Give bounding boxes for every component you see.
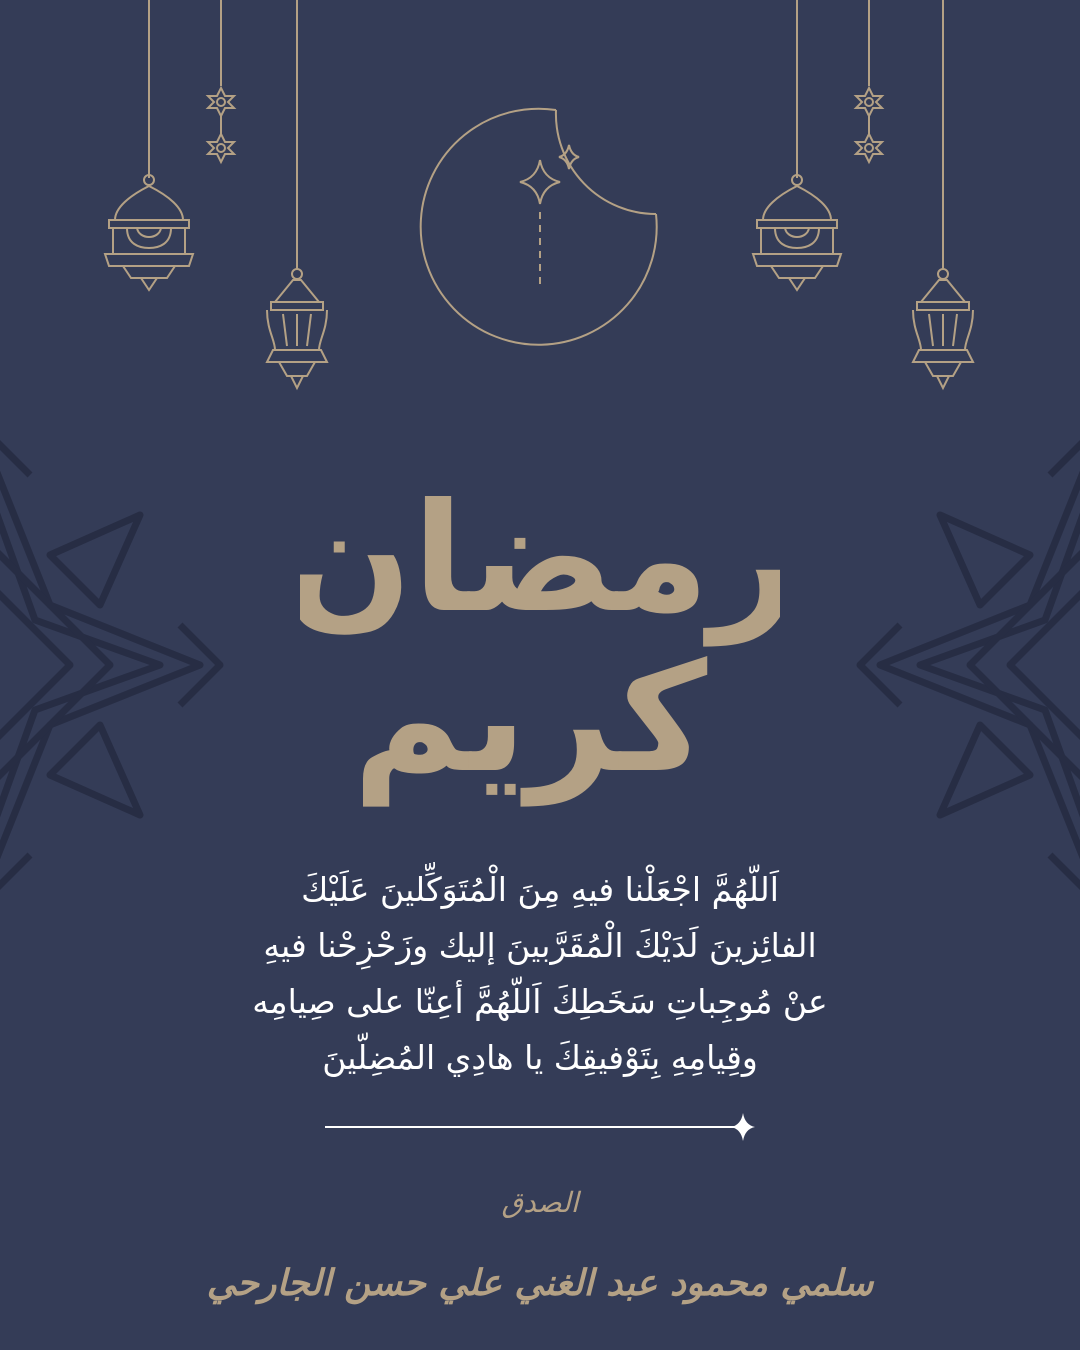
- sender-label: الصدق: [501, 1186, 579, 1219]
- prayer-line: اَللّهُمَّ اجْعَلْنا فيهِ مِنَ الْمُتَوَكِّلينَ عَلَيْكَ: [301, 870, 779, 909]
- prayer-line: عنْ مُوجِباتِ سَخَطِكَ اَللّهُمَّ أعِنّا على صِيامِه: [252, 982, 828, 1021]
- mandala-ornament-icon: [0, 435, 220, 895]
- star-ornament-icon: [856, 88, 882, 162]
- prayer-text: [140, 862, 940, 1086]
- divider-line: [325, 1113, 755, 1141]
- sparkle-star-icon: [731, 1113, 755, 1141]
- title-calligraphy: [300, 440, 780, 810]
- mandala-ornament-icon: [860, 435, 1080, 895]
- title-line-2: كريم: [352, 632, 708, 806]
- sender-name: سلمي محمود عبد الغني علي حسن الجارحي: [206, 1262, 874, 1304]
- hanging-lantern-icon: [105, 175, 193, 290]
- hanging-lantern-icon: [753, 175, 841, 290]
- prayer-line: الفائِزينَ لَدَيْكَ الْمُقَرَّبينَ إليك وزَحْزِحْنا فيهِ: [263, 926, 817, 965]
- star-ornament-icon: [208, 88, 234, 162]
- sparkle-star-icon: [520, 145, 579, 204]
- hanging-lantern-icon: [267, 269, 327, 388]
- title-line-1: رمضان: [300, 472, 780, 646]
- prayer-line: وقِيامِهِ بِتَوْفيقِكَ يا هادِي المُضِلّينَ: [322, 1038, 758, 1077]
- hanging-lantern-icon: [913, 269, 973, 388]
- crescent-moon-icon: [421, 109, 657, 345]
